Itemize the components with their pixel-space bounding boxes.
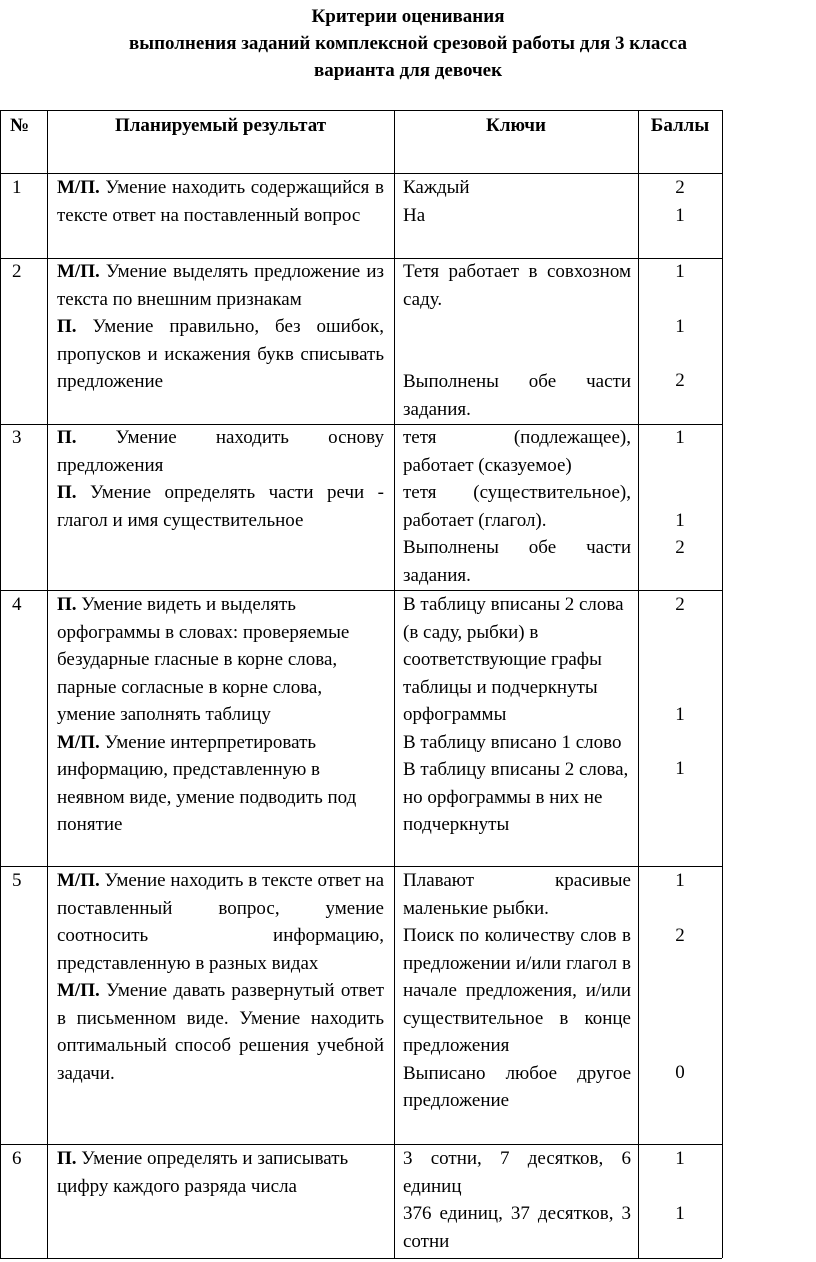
row-2-num: 2	[12, 261, 22, 282]
row-2-keys: Тетя работает в совхозном саду. Выполнены обе части задания.	[403, 261, 631, 420]
header-points: Баллы	[650, 115, 710, 136]
row-2-points: 1 1 2	[675, 261, 685, 391]
row-4-num: 4	[12, 594, 22, 615]
row-4-result: П. Умение видеть и выделять орфограммы в словах: проверяемые безударные гласные в корне слова, парные согласные в корне слова, умение заполнять таблицу М/П. Умение интерпретировать информацию, представленную в неявном виде, умение подводить под понятие	[57, 594, 357, 835]
row-1-num: 1	[12, 177, 22, 198]
row-3-points: 1 1 2	[675, 427, 685, 558]
header-num: №	[10, 115, 30, 136]
row-6-result: П. Умение определять и записывать цифру каждого разряда числа	[57, 1148, 349, 1197]
title-line-2: выполнения заданий комплексной срезовой работы для 3 класса	[128, 33, 687, 54]
row-5-keys: Плавают красивые маленькие рыбки. Поиск по количеству слов в предложении и/или глагол в начале предложения, и/или существительное в конце предложения Выписано любое другое предложение	[403, 870, 631, 1111]
row-3-keys: тетя (подлежащее), работает (сказуемое) тетя (существительное), работает (глагол). Выполнены обе части задания.	[403, 427, 631, 586]
row-3-num: 3	[12, 427, 22, 448]
row-1-result: М/П. Умение находить содержащийся в тексте ответ на поставленный вопрос	[57, 177, 384, 226]
title-line-1: Критерии оценивания	[311, 6, 505, 27]
row-5-points: 1 2 0	[675, 870, 685, 1083]
row-5-result: М/П. Умение находить в тексте ответ на поставленный вопрос, умение соотносить информацию, представленную в разных видах М/П. Умение давать развернутый ответ в письменном виде. Умение находить оптимальный способ решения учебной задачи.	[57, 870, 385, 1084]
row-6-points: 1 1	[675, 1148, 685, 1224]
row-2-result: М/П. Умение выделять предложение из текста по внешним признакам П. Умение правильно, без ошибок, пропусков и искажения букв списывать предложение	[57, 261, 384, 392]
title-line-3: варианта для девочек	[313, 60, 503, 81]
row-6-keys: 3 сотни, 7 десятков, 6 единиц 376 единиц, 37 десятков, 3 сотни	[403, 1148, 631, 1252]
row-3-result: П. Умение находить основу предложения П. Умение определять части речи - глагол и имя существительное	[57, 427, 384, 531]
document-title	[0, 3, 816, 84]
header-keys: Ключи	[486, 115, 546, 136]
row-1-keys: Каждый На	[403, 177, 470, 226]
row-4-keys: В таблицу вписаны 2 слова (в саду, рыбки) в соответствующие графы таблицы и подчеркнуты орфограммы В таблицу вписано 1 слово В таблицу вписаны 2 слова, но орфограммы в них не подчеркнуты	[403, 594, 629, 835]
row-4-points: 2 1 1	[675, 594, 685, 779]
header-planned-result: Планируемый результат	[114, 115, 327, 136]
row-1-points: 2 1	[675, 177, 685, 226]
row-5-num: 5	[12, 870, 22, 891]
row-6-num: 6	[12, 1148, 22, 1169]
